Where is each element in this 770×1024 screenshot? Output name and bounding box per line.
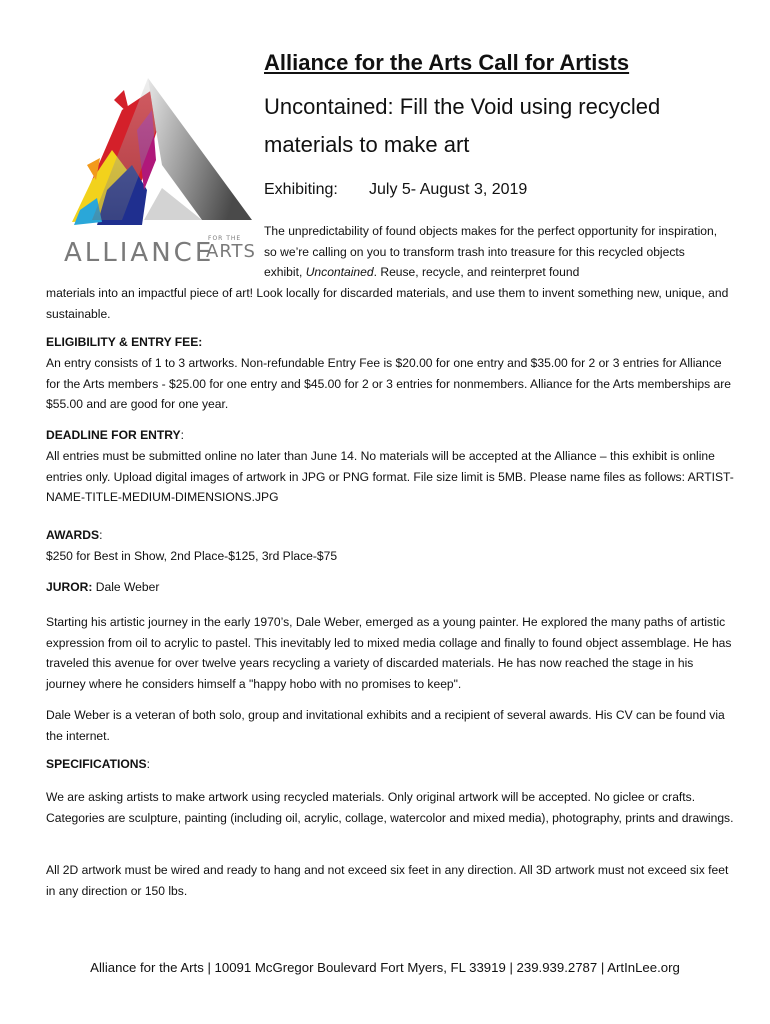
intro-italic-title: Uncontained (305, 265, 374, 279)
logo-arts: ARTS (206, 241, 256, 262)
awards-heading-line (46, 525, 734, 546)
juror-label: JUROR: (46, 580, 93, 594)
eligibility-text: An entry consists of 1 to 3 artworks. Non-refundable Entry Fee is $20.00 for one entry and $35.00 for 2 or 3 entries for Alliance for the Arts members - $25.00 for one entry and $45.00 for 2 or 3 entries for nonmembers. Alliance for the Arts memberships are $55.00 and are good for one year. (46, 356, 731, 411)
deadline-heading: DEADLINE FOR ENTRY (46, 428, 181, 442)
page-title: Alliance for the Arts Call for Artists (264, 50, 630, 75)
logo-for-the-arts (206, 236, 266, 261)
intro-paragraph (264, 221, 726, 283)
awards-colon: : (99, 528, 103, 542)
juror-bio-2: Dale Weber is a veteran of both solo, group and invitational exhibits and a recipient of several awards. His CV can be found via the internet. (46, 708, 725, 743)
juror-line (46, 577, 734, 598)
juror-bio: Starting his artistic journey in the early 1970’s, Dale Weber, emerged as a young painter. He explored the many paths of artistic expression from oil to acrylic to pastel. This inevitably led to mixed media collage and finally to found object assemblage. He has traveled this avenue for over twelve years recycling a variety of discarded materials. He has now reached the stage in his journey where he considers himself a "happy hobo with no promises to keep". (46, 615, 732, 691)
exhibit-subtitle: Uncontained: Fill the Void using recycled materials to make art (264, 94, 661, 157)
awards-heading: AWARDS (46, 528, 100, 542)
triangle-a-logo-mark (52, 70, 257, 230)
logo-word-alliance: ALLIANCE (64, 238, 215, 268)
alliance-logo (52, 70, 257, 270)
deadline-text: All entries must be submitted online no later than June 14. No materials will be accepted at the Alliance – this exhibit is online entries only. Upload digital images of artwork in JPG or PNG format. File size limit is 5MB. Please name files as follows: ARTIST- NAME-TITLE-MEDIUM-DIMENSIONS.JPG (46, 449, 734, 504)
specifications-heading: SPECIFICATIONS (46, 757, 147, 771)
intro-continuation: materials into an impactful piece of art! Look locally for discarded materials, and use them to invent something new, unique, and sustainable. (46, 286, 729, 321)
specifications-heading-line (46, 754, 734, 775)
exhibiting-dates-line (264, 181, 527, 199)
juror-name: Dale Weber (92, 580, 160, 594)
logo-for-the: FOR THE (208, 235, 242, 242)
intro-text-part2: . Reuse, recycle, and reinterpret found (373, 265, 580, 279)
footer-contact: Alliance for the Arts | 10091 McGregor Boulevard Fort Myers, FL 33919 | 239.939.2787 | ArtInLee.org (90, 960, 680, 975)
exhibiting-label: Exhibiting: (264, 181, 338, 198)
deadline-heading-line (46, 425, 734, 446)
awards-text: $250 for Best in Show, 2nd Place-$125, 3rd Place-$75 (46, 549, 338, 563)
specifications-colon: : (146, 757, 150, 771)
eligibility-heading: ELIGIBILITY & ENTRY FEE: (46, 335, 203, 349)
exhibiting-dates: July 5- August 3, 2019 (369, 181, 528, 198)
specifications-text-2: All 2D artwork must be wired and ready to hang and not exceed six feet in any direction. All 3D artwork must not exceed six feet in any direction or 150 lbs. (46, 863, 729, 898)
deadline-colon: : (180, 428, 184, 442)
intro-text-part1: The unpredictability of found objects makes for the perfect opportunity for inspiration, so we’re calling on you to transform trash into treasure for this recycled objects exhibit, (264, 224, 718, 279)
specifications-text-1: We are asking artists to make artwork using recycled materials. Only original artwork will be accepted. No giclee or crafts. Categories are sculpture, painting (including oil, acrylic, collage, watercolor and mixed media), photography, prints and drawings. (46, 790, 734, 825)
